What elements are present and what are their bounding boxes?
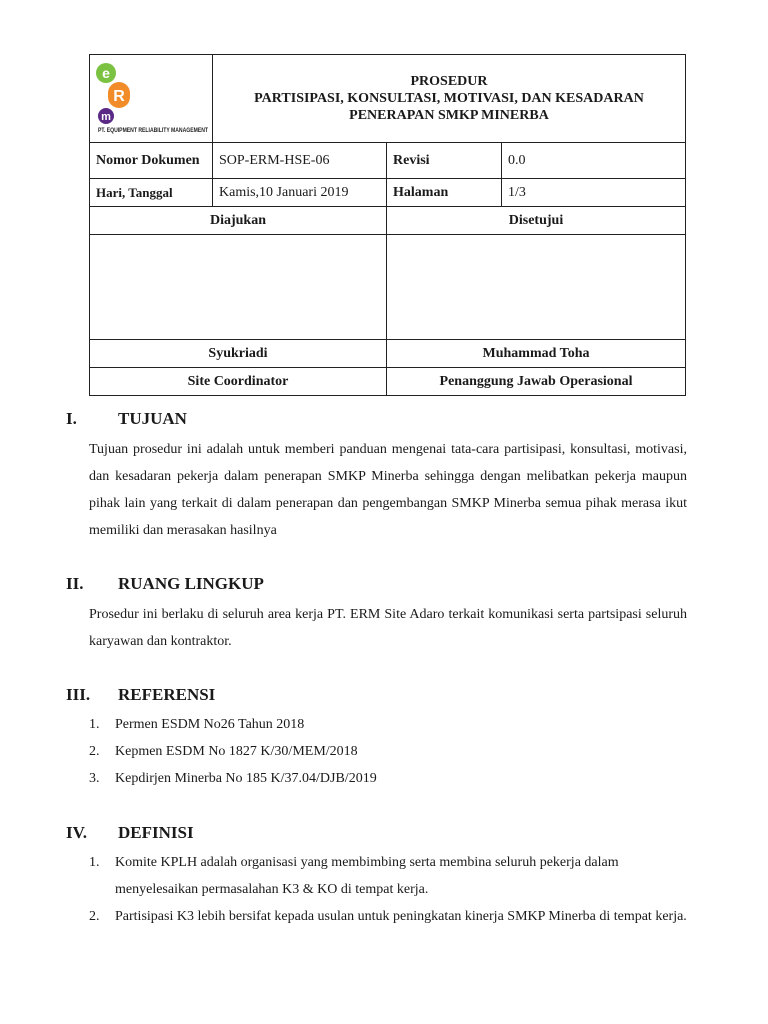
submitter-name: Syukriadi	[90, 340, 387, 368]
revision-value: 0.0	[502, 143, 686, 179]
list-item: 2. Partisipasi K3 lebih bersifat kepada usulan untuk peningkatan kinerja SMKP Minerba di tempat kerja.	[89, 909, 687, 924]
document-header-table	[89, 54, 686, 396]
approver-signature-box	[387, 235, 686, 340]
logo-letter-r: R	[113, 88, 125, 105]
approver-role: Penanggung Jawab Operasional	[387, 368, 686, 396]
section-ruang-lingkup-heading	[66, 574, 264, 594]
section-definisi-heading	[66, 823, 194, 843]
list-item: 1. Komite KPLH adalah organisasi yang membimbing serta membina seluruh pekerja dalam menyelesaikan permasalahan K3 & KO di tempat kerja.	[89, 855, 619, 897]
date-value: Kamis,10 Januari 2019	[213, 179, 387, 207]
submitter-role: Site Coordinator	[90, 368, 387, 396]
company-logo	[90, 55, 213, 143]
page-label: Halaman	[387, 179, 502, 207]
logo-letter-m: m	[101, 111, 111, 123]
section-title: REFERENSI	[118, 685, 216, 704]
definisi-list	[89, 849, 687, 930]
submitted-label: Diajukan	[90, 207, 387, 235]
logo-letter-e: e	[102, 65, 110, 81]
section-number: I.	[66, 409, 77, 428]
ruang-lingkup-paragraph: Prosedur ini berlaku di seluruh area kerja PT. ERM Site Adaro terkait komunikasi serta partsipasi seluruh karyawan dan kontraktor.	[89, 607, 687, 649]
section-tujuan-heading	[66, 409, 187, 429]
list-item: 2. Kepmen ESDM No 1827 K/30/MEM/2018	[89, 744, 358, 759]
page-value: 1/3	[502, 179, 686, 207]
date-label: Hari, Tanggal	[90, 179, 213, 207]
list-item: 1. Permen ESDM No26 Tahun 2018	[89, 717, 305, 732]
approver-name: Muhammad Toha	[387, 340, 686, 368]
submitter-signature-box	[90, 235, 387, 340]
section-referensi-heading	[66, 685, 215, 705]
section-number: III.	[66, 685, 91, 704]
revision-label: Revisi	[387, 143, 502, 179]
section-title: DEFINISI	[118, 823, 194, 842]
title-line-1: PROSEDUR	[410, 74, 488, 89]
section-title: TUJUAN	[118, 409, 187, 428]
approved-label: Disetujui	[387, 207, 686, 235]
referensi-list	[89, 711, 687, 792]
logo-company-name: PT. EQUIPMENT RELIABILITY MANAGEMENT	[98, 127, 209, 134]
title-line-3: PENERAPAN SMKP MINERBA	[349, 108, 549, 123]
section-title: RUANG LINGKUP	[118, 574, 264, 593]
list-item: 3. Kepdirjen Minerba No 185 K/37.04/DJB/2019	[89, 771, 377, 786]
doc-number-label: Nomor Dokumen	[90, 143, 213, 179]
erm-logo	[90, 55, 211, 137]
title-line-2: PARTISIPASI, KONSULTASI, MOTIVASI, DAN KESADARAN	[254, 91, 644, 106]
section-number: IV.	[66, 823, 87, 842]
doc-number-value: SOP-ERM-HSE-06	[213, 143, 387, 179]
section-number: II.	[66, 574, 84, 593]
tujuan-paragraph: Tujuan prosedur ini adalah untuk memberi panduan mengenai tata-cara partisipasi, konsultasi, motivasi, dan kesadaran pekerja dalam penerapan SMKP Minerba sehingga dengan melibatkan pekerja maupun pihak lain yang terkait di dalam penerapan dan pengembangan SMKP Minerba semua pihak merasa ikut memiliki dan merasakan hasilnya	[89, 442, 687, 538]
document-title	[213, 55, 686, 143]
